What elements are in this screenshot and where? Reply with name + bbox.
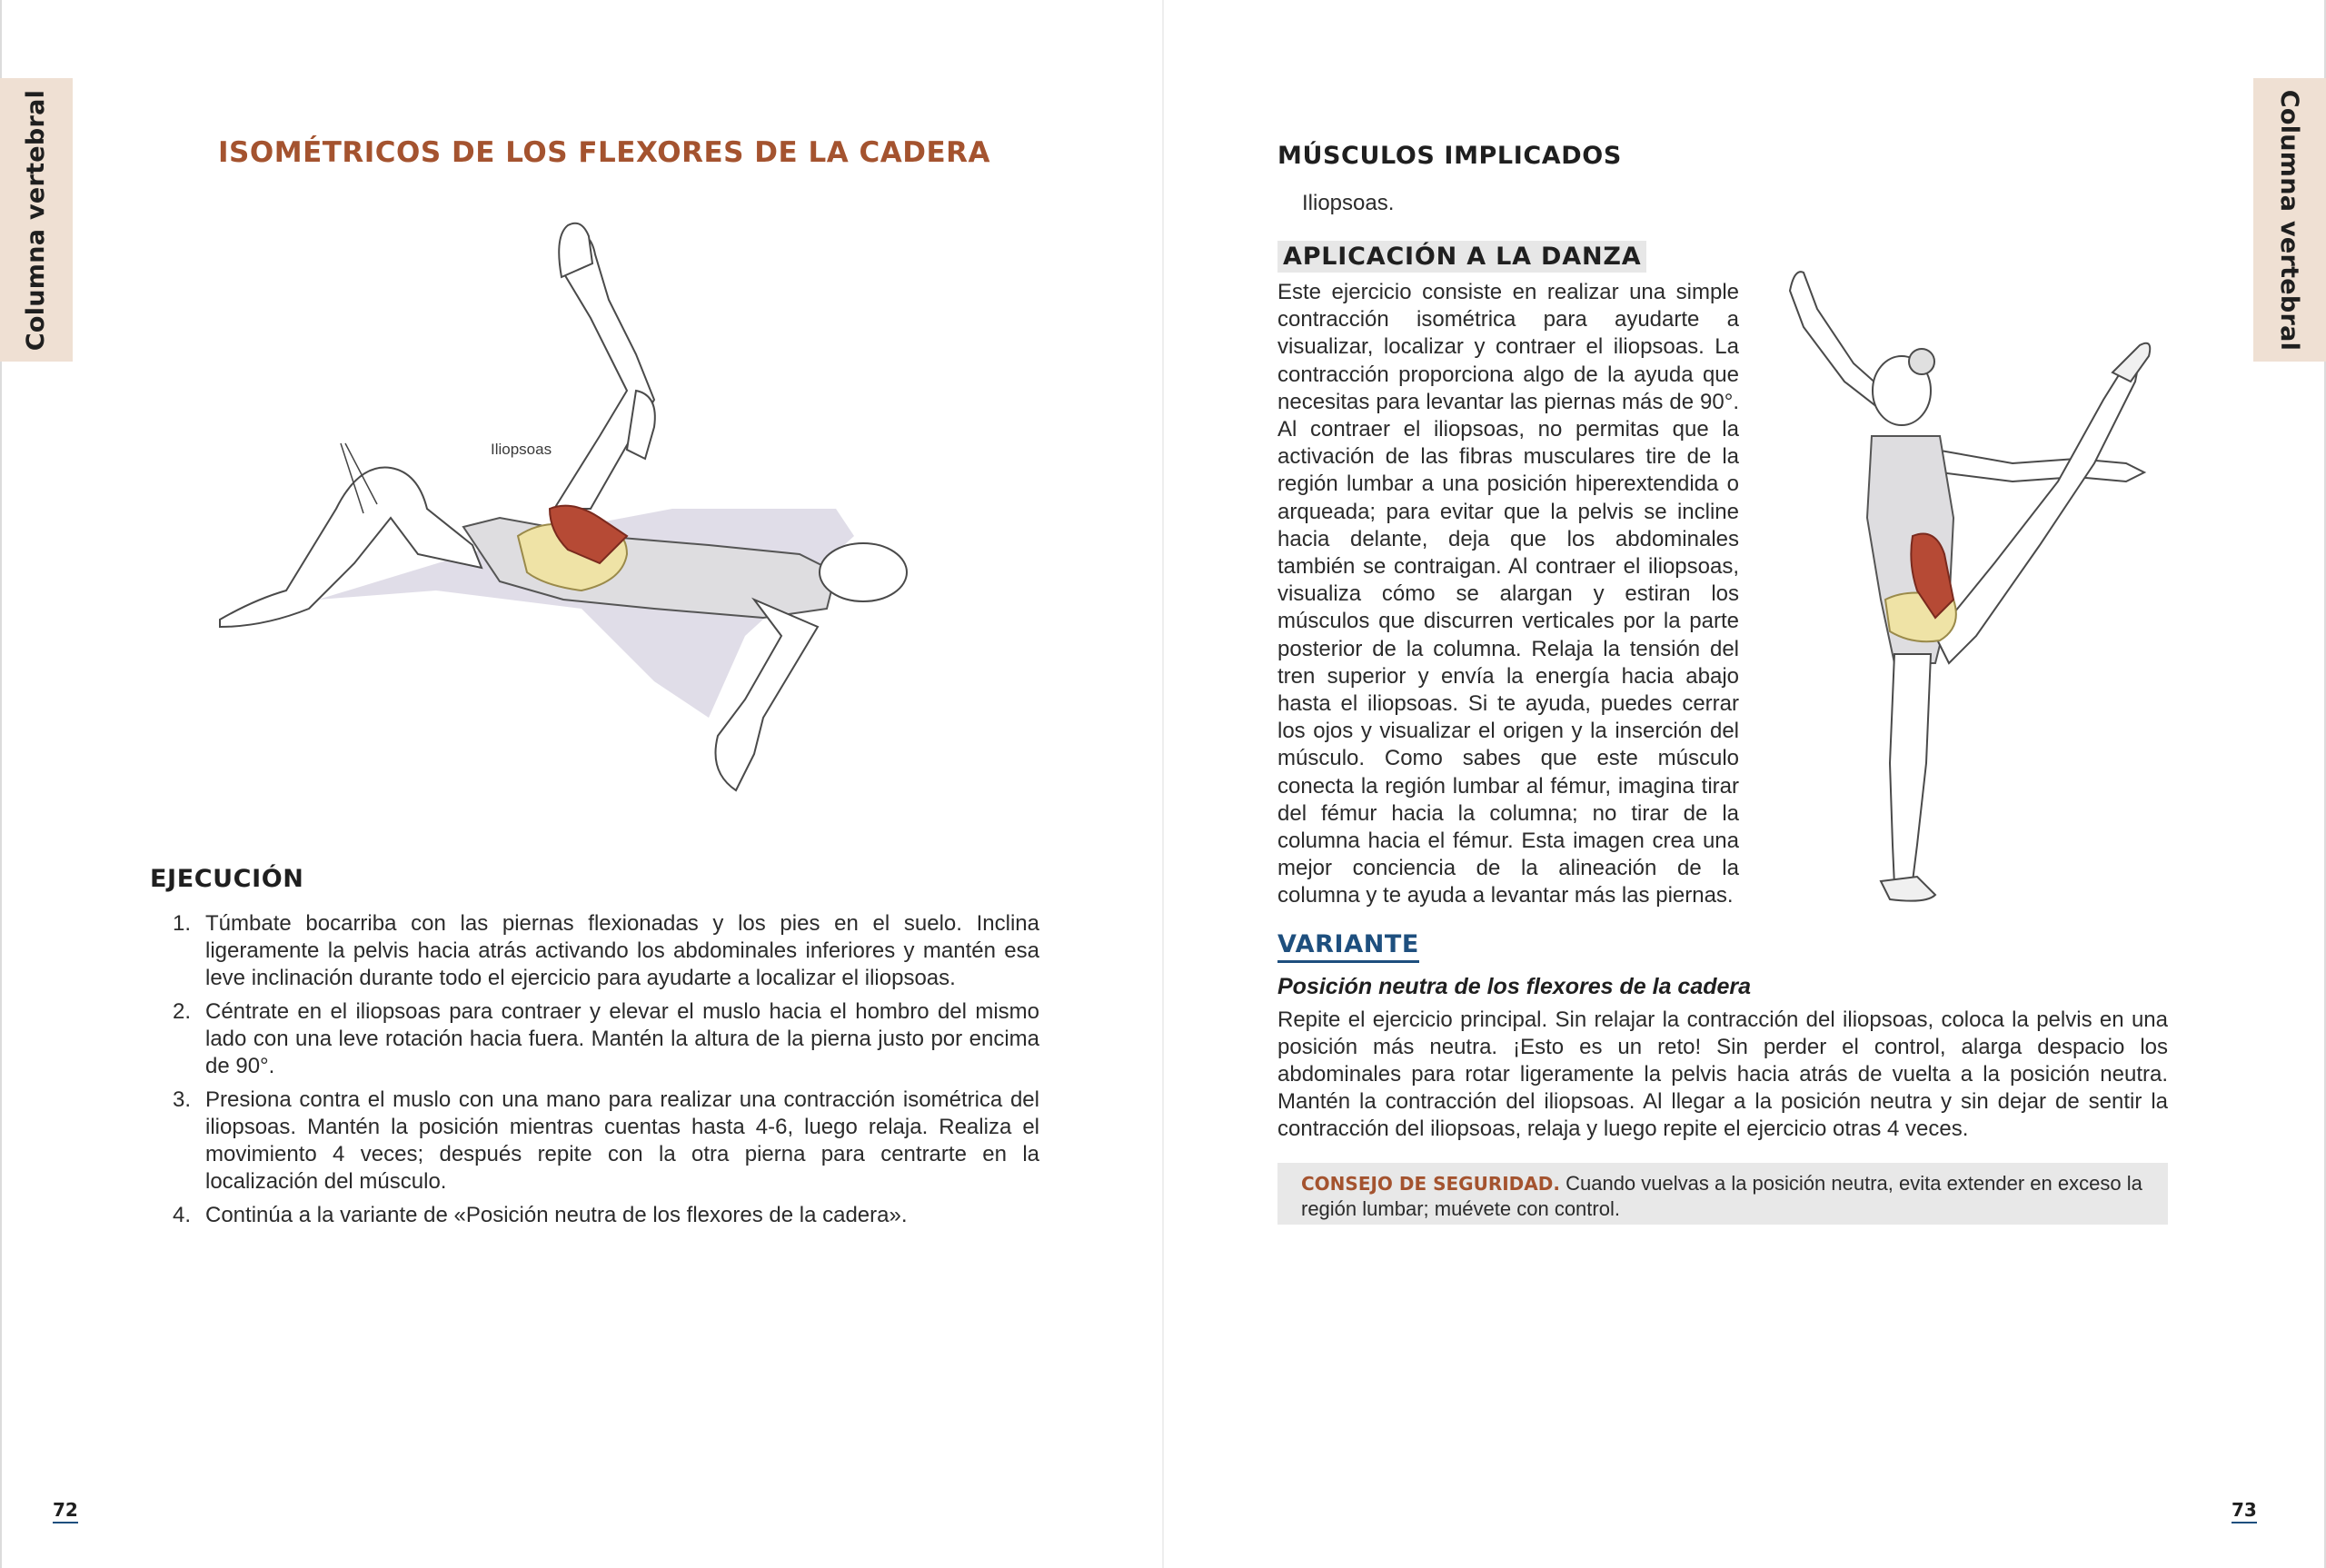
step-item: 3. Presiona contra el muslo con una mano para realizar una contracción isométrica del iliopsoas. Mantén la posición mientras cuentas hasta 4-6, luego relaja. Realiza el movimiento 4 veces; después repite con la otra pierna para centrarte en la localización del músculo. (173, 1087, 1039, 1194)
side-tab-left (0, 78, 73, 362)
exercise-title: ISOMÉTRICOS DE LOS FLEXORES DE LA CADERA (218, 136, 991, 169)
side-tab-label: Columna vertebral (22, 89, 51, 351)
variante-heading: VARIANTE (1277, 930, 1419, 963)
musculos-text: Iliopsoas. (1302, 191, 1395, 215)
step-item: 2. Céntrate en el iliopsoas para contraer y elevar el muslo hacia el hombro del mismo lado con una leve rotación hacia fuera. Mantén la altura de la pierna justo por encima de 90°. (173, 999, 1039, 1078)
head (820, 543, 907, 601)
bent-leg (220, 468, 482, 627)
danza-heading: APLICACIÓN A LA DANZA (1277, 241, 1646, 273)
safety-tip-box (1277, 1163, 2168, 1225)
standing-dancer-illustration (1767, 254, 2176, 908)
standing-leg (1890, 654, 1931, 886)
page-number-left: 72 (53, 1499, 78, 1523)
danza-paragraph: Este ejercicio consiste en realizar una simple contracción isométrica para ayudarte a visualizar, localizar y contraer el iliopsoas. La contracción proporciona algo de la ayuda que necesitas para levantar las piernas más de 90°. Al contraer el iliopsoas, no permitas que la activación de las fibras musculares tire de la región lumbar a una posición hiperextendida o arqueada; para evitar que la pelvis se incline hacia delante, deja que los abdominales también se contraigan. Al contraer el iliopsoas, visualiza cómo se alargan y estiran los músculos que discurren verticales por la parte posterior de la columna. Relaja la tensión del tren superior y envía la energía hacia abajo hasta el iliopsoas. Si te ayuda, puedes cerrar los ojos y visualizar el origen y la inserción del músculo. Como sabes que este músculo conecta la región lumbar al fémur, imagina tirar del fémur hacia la columna; no tirar de la columna hacia el fémur. Esta imagen crea una mejor conciencia de la alineación de la columna y te ayuda a levantar más las piernas. (1277, 280, 1739, 908)
standing-foot (1881, 877, 1935, 901)
variante-paragraph: Repite el ejercicio principal. Sin relajar la contracción del iliopsoas, coloca la pelvis en una posición más neutra. ¡Esto es un reto! Sin perder el control, alarga despacio los abdominales para rotar ligeramente la pelvis hacia atrás de vuelta a la posición neutra. Mantén la contracción del iliopsoas. Al llegar a la posición neutra y sin dejar de sentir la contracción del iliopsoas, relaja y luego repite el ejercicio otras 4 veces. (1277, 1007, 2168, 1141)
extended-arm (1935, 450, 2144, 481)
step-item: 1. Túmbate bocarriba con las piernas flexionadas y los pies en el suelo. Inclina ligeramente la pelvis hacia atrás activando los abdominales inferiores y mantén esa leve inclinación durante todo el ejercicio para ayudarte a localizar el iliopsoas. (173, 911, 1039, 990)
hair-bun (1909, 349, 1934, 374)
figure-label-iliopsoas: Iliopsoas (491, 441, 552, 458)
page-number-right: 73 (2232, 1499, 2257, 1523)
ejecucion-heading: EJECUCIÓN (150, 865, 304, 893)
lying-hip-flexor-illustration (200, 209, 990, 836)
safety-text: Cuando vuelvas a la posición neutra, evita extender en exceso la región lumbar; muévete con control. (1301, 1172, 2142, 1220)
steps-list (173, 910, 1039, 1236)
side-tab-label: Columna vertebral (2275, 89, 2304, 351)
raised-leg (554, 235, 654, 509)
pointe-shoe-raised (2112, 343, 2150, 382)
variante-subtitle: Posición neutra de los flexores de la cadera (1277, 974, 1752, 999)
side-tab-right (2253, 78, 2326, 362)
dancer-raised-leg (1935, 359, 2140, 663)
step-item: 4. Continúa a la variante de «Posición neutra de los flexores de la cadera». (173, 1203, 908, 1227)
safety-label: CONSEJO DE SEGURIDAD. (1301, 1173, 1560, 1195)
musculos-heading: MÚSCULOS IMPLICADOS (1277, 142, 1622, 170)
